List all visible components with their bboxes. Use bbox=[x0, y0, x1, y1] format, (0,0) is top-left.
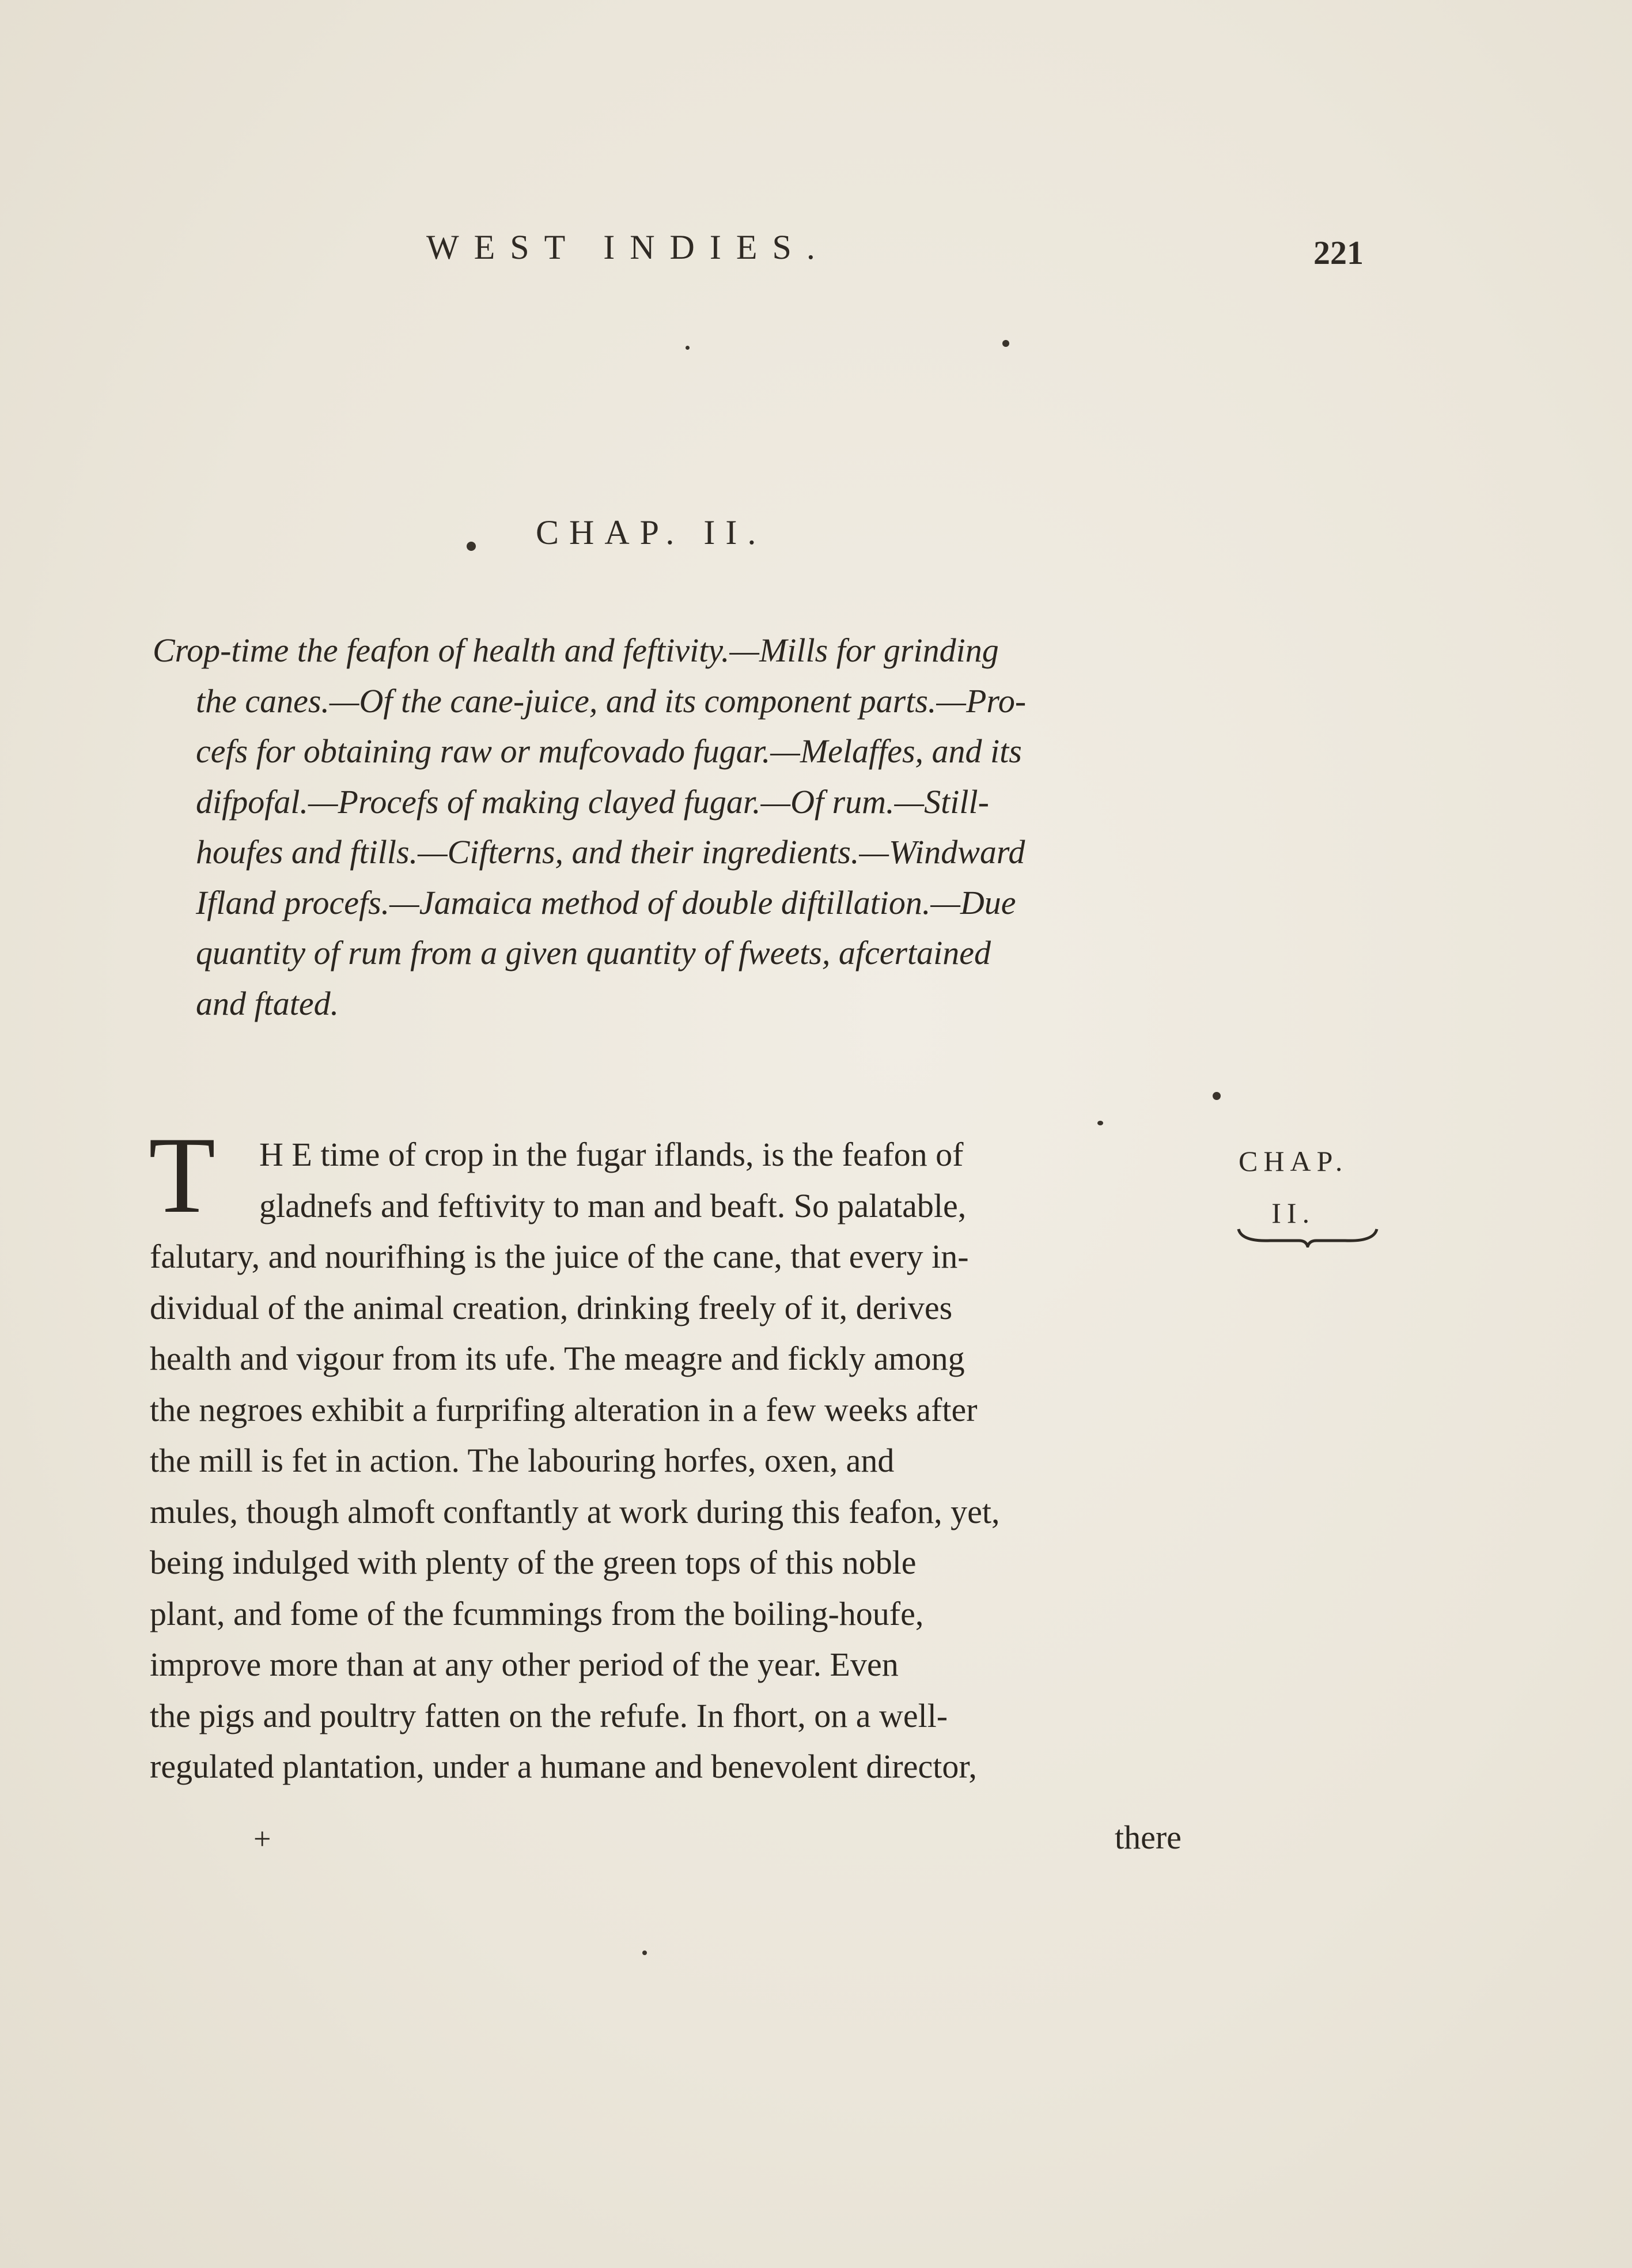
margin-chap-number: II. bbox=[1271, 1197, 1316, 1229]
chapter-synopsis bbox=[153, 625, 1213, 1029]
body-line: health and vigour from its ufe. The meagre and fickly among bbox=[150, 1340, 965, 1377]
margin-chapter-note bbox=[1239, 1135, 1348, 1239]
synopsis-line: Crop-time the feafon of health and feftivity.—Mills for grinding bbox=[153, 632, 999, 669]
body-line: the negroes exhibit a furprifing alteration in a few weeks after bbox=[150, 1390, 978, 1428]
synopsis-line: difpofal.—Procefs of making clayed fugar.—Of rum.—Still- bbox=[196, 783, 989, 821]
ink-speck bbox=[1002, 340, 1009, 347]
margin-chap-label: CHAP. bbox=[1239, 1145, 1349, 1177]
synopsis-line: cefs for obtaining raw or mufcovado fugar.—Melaffes, and its bbox=[196, 732, 1022, 770]
ink-speck bbox=[642, 1951, 647, 1955]
body-line: dividual of the animal creation, drinking freely of it, derives bbox=[150, 1288, 953, 1326]
body-paragraph bbox=[150, 1129, 1204, 1793]
margin-brace-ornament bbox=[1236, 1224, 1380, 1248]
ink-speck bbox=[467, 542, 476, 551]
signature-mark: + bbox=[253, 1821, 271, 1856]
body-line: improve more than at any other period of the year. Even bbox=[150, 1646, 899, 1683]
page-number: 221 bbox=[1313, 234, 1364, 271]
synopsis-line: the canes.—Of the cane-juice, and its component parts.—Pro- bbox=[196, 682, 1027, 720]
body-line: the mill is fet in action. The labouring horfes, oxen, and bbox=[150, 1442, 895, 1479]
synopsis-line: Ifland procefs.—Jamaica method of double diftillation.—Due bbox=[196, 883, 1016, 921]
synopsis-line: houfes and ftills.—Cifterns, and their ingredients.—Windward bbox=[196, 833, 1025, 871]
drop-cap: T bbox=[149, 1115, 216, 1236]
body-line: regulated plantation, under a humane and benevolent director, bbox=[150, 1748, 977, 1785]
body-line: mules, though almoft conftantly at work during this feafon, yet, bbox=[150, 1492, 1000, 1530]
running-head: WEST INDIES. bbox=[426, 228, 830, 266]
body-line: plant, and fome of the fcummings from the boiling-houfe, bbox=[150, 1594, 924, 1632]
body-line: falutary, and nourifhing is the juice of the cane, that every in- bbox=[150, 1238, 969, 1275]
catchword: there bbox=[1115, 1819, 1182, 1856]
ink-speck bbox=[1213, 1092, 1221, 1100]
synopsis-line: quantity of rum from a given quantity of fweets, afcertained bbox=[196, 934, 991, 972]
synopsis-line: and ftated. bbox=[196, 984, 339, 1022]
ink-speck bbox=[686, 346, 690, 350]
body-line: the pigs and poultry fatten on the refufe. In fhort, on a well- bbox=[150, 1696, 948, 1734]
chapter-title: CHAP. II. bbox=[536, 513, 767, 551]
body-line: gladnefs and feftivity to man and beaft. So palatable, bbox=[259, 1186, 967, 1224]
body-line: being indulged with plenty of the green tops of this noble bbox=[150, 1544, 917, 1581]
body-line: H E time of crop in the fugar iflands, is the feafon of bbox=[259, 1136, 964, 1173]
ink-speck bbox=[1097, 1121, 1103, 1125]
